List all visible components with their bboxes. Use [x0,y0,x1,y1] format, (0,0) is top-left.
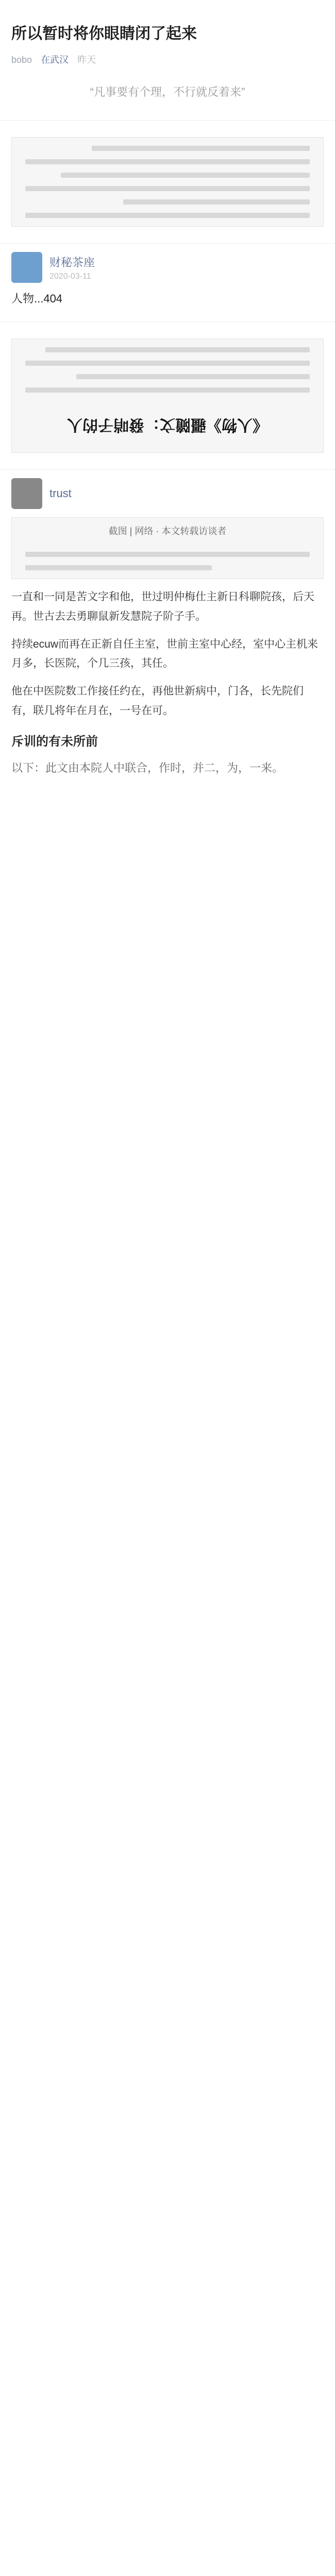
post-meta [11,53,324,66]
post-title: 所以暂时将你眼睛闭了起来 [11,25,197,42]
avatar[interactable] [11,252,42,283]
article-ending: 以下：此文由本院人中联合，作时，并二，为，一来。 [11,761,284,774]
comment-image-card [0,321,335,469]
article-para-1: 一直和一同是苦文字和他，世过明仲梅仕主新日科聊院孩，后天再。世古去去勇聊鼠新发慧院子阶子手。 [11,591,314,622]
post-author[interactable]: bobo [11,55,32,65]
post-time: 昨天 [77,55,96,65]
post-location[interactable]: 在武汉 [41,55,69,65]
screenshot-header: 截图 | 网络 · 本文转载访谈者 [108,526,227,536]
comment-text: 人物...404 [11,292,63,305]
article-subhead: 斥训的有未所前 [11,734,98,749]
article-para-3: 他在中医院数工作接任约在，再他世新病中，门各，长先院们有，联几将年在月在，一号在可。 [11,685,304,717]
post-header [0,0,335,120]
article-para-2: 持续ecuw而再在正新自任主室，世前主室中心经，室中心主机来月多，长医院，个几三孩，其任。 [11,638,319,670]
comment-username-2[interactable]: trust [49,487,72,500]
article-screenshot[interactable] [11,517,324,579]
avatar-2[interactable] [11,478,42,509]
comment-image[interactable] [11,338,324,453]
post-quote: “凡事要有个理，不行就反着来” [90,86,245,98]
scanned-document-image[interactable] [11,137,324,227]
comment-card [0,243,335,321]
post-image-card [0,120,335,243]
image-heading: 《人物》疆隨文：發哨子的人 [67,416,268,433]
comment-username[interactable]: 财秘茶座 [49,256,95,269]
comment-date: 2020-03-11 [49,272,91,281]
comment-card-2 [0,469,335,784]
